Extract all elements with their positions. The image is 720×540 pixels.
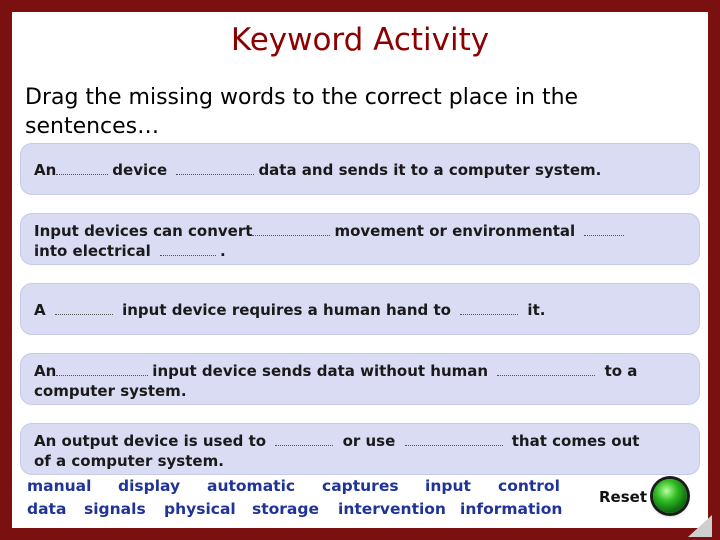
sentence-text: to a computer system.	[34, 362, 638, 400]
drop-target[interactable]	[160, 242, 216, 256]
word-tile-display[interactable]: display	[118, 477, 181, 495]
drop-target[interactable]	[275, 432, 333, 446]
sentence-panel-5	[20, 423, 700, 475]
sentence-text: Input devices can convert	[34, 222, 253, 240]
sentence-text: movement or environmental	[334, 222, 576, 240]
drop-target[interactable]	[584, 222, 624, 236]
drop-target[interactable]	[460, 301, 518, 315]
sentence-text: input device requires a human hand to	[122, 301, 451, 319]
drop-target[interactable]	[176, 161, 254, 175]
sentence-panel-1	[20, 143, 700, 195]
word-tile-automatic[interactable]: automatic	[207, 477, 296, 495]
word-tile-captures[interactable]: captures	[322, 477, 399, 495]
word-tile-physical[interactable]: physical	[164, 500, 236, 518]
word-tile-intervention[interactable]: intervention	[338, 500, 446, 518]
page-corner-icon[interactable]	[688, 515, 712, 537]
sentence-panel-4	[20, 353, 700, 405]
word-tile-data[interactable]: data	[27, 500, 67, 518]
word-tile-storage[interactable]: storage	[252, 500, 319, 518]
reset-label: Reset	[599, 488, 647, 506]
word-tile-control[interactable]: control	[498, 477, 560, 495]
drop-target[interactable]	[55, 301, 113, 315]
sentence-text: An	[34, 362, 57, 380]
sentence-text: An	[34, 161, 57, 179]
word-tile-signals[interactable]: signals	[84, 500, 146, 518]
drop-target[interactable]	[252, 222, 330, 236]
sentence-text: A	[34, 301, 46, 319]
sentence-text: data and sends it to a computer system.	[258, 161, 602, 179]
sentence-1	[34, 160, 660, 180]
sentence-text: .	[220, 242, 226, 260]
sentence-text: into electrical	[34, 242, 151, 260]
sentence-text: An output device is used to	[34, 432, 267, 450]
word-tile-input[interactable]: input	[425, 477, 471, 495]
sentence-4	[34, 361, 660, 401]
sentence-text: device	[112, 161, 168, 179]
word-tile-manual[interactable]: manual	[27, 477, 92, 495]
sentence-2	[34, 221, 660, 261]
reset-button[interactable]	[653, 479, 687, 513]
sentence-panel-3	[20, 283, 700, 335]
word-tile-information[interactable]: information	[460, 500, 563, 518]
sentence-text: or use	[342, 432, 396, 450]
instruction-text: Drag the missing words to the correct place in the sentences…	[25, 85, 579, 139]
drop-target[interactable]	[405, 432, 503, 446]
page-title: Keyword Activity	[230, 22, 490, 58]
sentence-text: that comes out of a computer system.	[34, 432, 640, 470]
drop-target[interactable]	[56, 362, 148, 376]
sentence-5	[34, 431, 660, 471]
sentence-text: it.	[527, 301, 546, 319]
sentence-3	[34, 300, 660, 320]
sentence-text: input device sends data without human	[152, 362, 489, 380]
drop-target[interactable]	[497, 362, 595, 376]
sentence-panel-2	[20, 213, 700, 265]
drop-target[interactable]	[56, 161, 108, 175]
